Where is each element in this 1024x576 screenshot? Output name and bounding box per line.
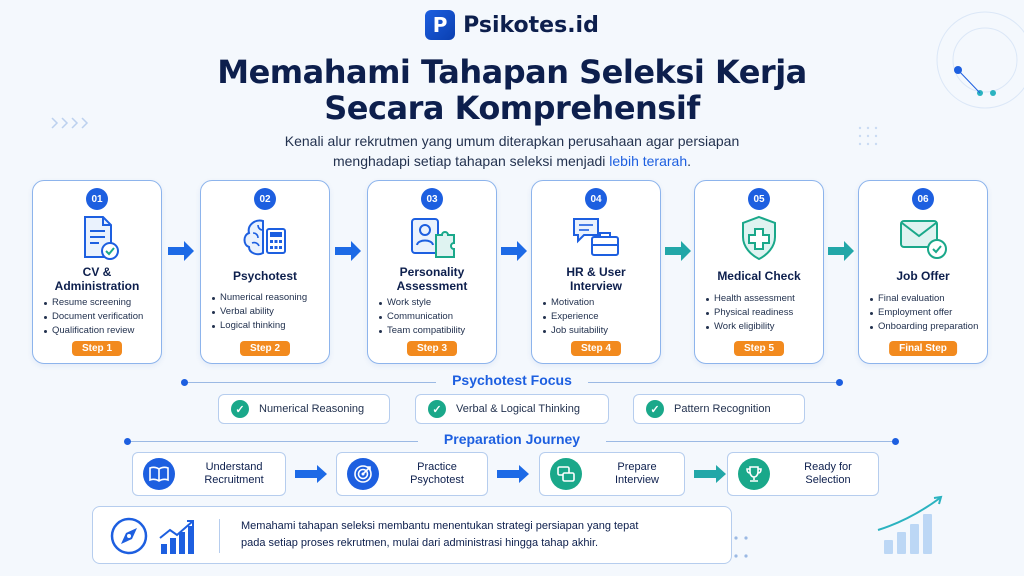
preparation-journey-heading	[0, 431, 1024, 451]
journey-label	[778, 461, 878, 487]
section-title	[0, 372, 1024, 388]
journey-label-line-2: Selection	[805, 474, 851, 486]
step-number: 06	[912, 188, 934, 210]
logo-icon: P	[425, 10, 455, 40]
step-title	[532, 265, 660, 293]
arrow-right-icon	[663, 240, 693, 262]
step-title-line-1: Psychotest	[232, 269, 298, 283]
arrow-right-icon	[333, 240, 363, 262]
step-card-6[interactable]	[858, 180, 988, 364]
step-number: 05	[748, 188, 770, 210]
step-detail: Numerical reasoning	[211, 291, 331, 305]
journey-step-2	[336, 452, 488, 496]
step-detail: Employment offer	[869, 306, 989, 320]
journey-step-4	[727, 452, 879, 496]
step-title-line-1: HR & User	[566, 265, 626, 279]
step-details	[705, 292, 825, 334]
footer-line-2: pada setiap proses rekrutmen, mulai dari administrasi hingga tahap akhir.	[241, 537, 599, 549]
step-details	[378, 296, 498, 338]
page-subtitle	[0, 131, 1024, 171]
recruitment-steps	[0, 180, 1024, 364]
arrow-right-icon	[166, 240, 196, 262]
step-title	[368, 265, 496, 293]
step-detail: Motivation	[542, 296, 662, 310]
brand-logo[interactable]	[0, 10, 1024, 40]
step-card-2[interactable]	[200, 180, 330, 364]
step-detail: Resume screening	[43, 296, 163, 310]
step-badge: Step 4	[571, 341, 621, 356]
footer-line-1: Memahami tahapan seleksi membantu menentukan strategi persiapan yang tepat	[241, 520, 639, 532]
check-icon: ✓	[646, 400, 664, 418]
step-detail: Final evaluation	[869, 292, 989, 306]
journey-label-line-1: Prepare	[617, 461, 657, 473]
step-badge: Final Step	[889, 341, 957, 356]
step-badge: Step 5	[734, 341, 784, 356]
book-icon	[143, 458, 175, 490]
step-detail: Health assessment	[705, 292, 825, 306]
journey-label-line-1: Understand	[205, 461, 263, 473]
step-number: 02	[254, 188, 276, 210]
section-title-text: Psychotest Focus	[444, 372, 580, 388]
brain-calculator-icon	[239, 213, 291, 263]
focus-item	[633, 394, 805, 424]
journey-label	[183, 461, 285, 487]
step-detail: Logical thinking	[211, 319, 331, 333]
step-title-line-2: Interview	[569, 279, 623, 293]
arrow-right-icon	[495, 464, 531, 484]
step-detail: Team compatibility	[378, 324, 498, 338]
chat-briefcase-icon	[570, 213, 622, 263]
step-title-line-2: Assessment	[396, 279, 468, 293]
step-detail: Onboarding preparation	[869, 320, 989, 334]
step-title-line-1: Job Offer	[896, 269, 950, 283]
journey-label-line-1: Ready for	[804, 461, 852, 473]
step-title-line-2: Administration	[54, 279, 140, 293]
step-card-3[interactable]	[367, 180, 497, 364]
psychotest-focus-heading	[0, 372, 1024, 392]
step-badge: Step 1	[72, 341, 122, 356]
focus-item	[218, 394, 390, 424]
subtitle-text: menghadapi setiap tahapan seleksi menjadi	[332, 153, 610, 169]
focus-label: Numerical Reasoning	[259, 403, 365, 415]
section-title	[0, 431, 1024, 447]
step-number: 04	[585, 188, 607, 210]
arrow-right-icon	[826, 240, 856, 262]
step-title	[33, 265, 161, 293]
focus-item	[415, 394, 609, 424]
profile-puzzle-icon	[406, 213, 458, 263]
subtitle-line-1: Kenali alur rekrutmen yang umum diterapkan perusahaan agar persiapan	[284, 133, 740, 149]
footer-text	[241, 518, 711, 552]
subtitle-highlight: lebih terarah	[609, 153, 688, 169]
step-detail: Work eligibility	[705, 320, 825, 334]
step-details	[542, 296, 662, 338]
step-number: 03	[421, 188, 443, 210]
step-title	[695, 269, 823, 283]
focus-label: Pattern Recognition	[674, 403, 771, 415]
check-icon: ✓	[231, 400, 249, 418]
step-detail: Work style	[378, 296, 498, 310]
step-detail: Physical readiness	[705, 306, 825, 320]
step-title-line-1: Personality	[399, 265, 465, 279]
interview-chat-icon	[550, 458, 582, 490]
journey-step-3	[539, 452, 685, 496]
step-number: 01	[86, 188, 108, 210]
step-card-5[interactable]	[694, 180, 824, 364]
growth-chart-icon	[157, 516, 199, 556]
step-detail: Communication	[378, 310, 498, 324]
subtitle-line-2	[0, 151, 1024, 171]
step-details	[869, 292, 989, 334]
step-detail: Experience	[542, 310, 662, 324]
arrow-right-icon	[692, 464, 728, 484]
step-title	[859, 269, 987, 283]
check-icon: ✓	[428, 400, 446, 418]
step-detail: Job suitability	[542, 324, 662, 338]
arrow-right-icon	[293, 464, 329, 484]
document-check-icon	[71, 213, 123, 263]
step-card-1[interactable]	[32, 180, 162, 364]
step-details	[43, 296, 163, 338]
step-detail: Document verification	[43, 310, 163, 324]
focus-label: Verbal & Logical Thinking	[456, 403, 580, 415]
footer-note	[92, 506, 732, 564]
step-title	[201, 269, 329, 283]
divider	[219, 519, 220, 553]
section-title-text: Preparation Journey	[436, 431, 588, 447]
medical-shield-icon	[733, 213, 785, 263]
arrow-right-icon	[499, 240, 529, 262]
step-title-line-1: Medical Check	[717, 269, 801, 283]
mail-check-icon	[897, 213, 949, 263]
journey-label	[387, 461, 487, 487]
compass-icon	[109, 516, 149, 556]
journey-step-1	[132, 452, 286, 496]
journey-label-line-2: Interview	[614, 474, 660, 486]
step-card-4[interactable]	[531, 180, 661, 364]
trophy-icon	[738, 458, 770, 490]
title-line-1: Memahami Tahapan Seleksi Kerja	[217, 53, 807, 91]
journey-label-line-2: Recruitment	[204, 474, 264, 486]
subtitle-end: .	[687, 153, 691, 169]
step-detail: Qualification review	[43, 324, 163, 338]
step-badge: Step 2	[240, 341, 290, 356]
journey-label-line-2: Psychotest	[410, 474, 464, 486]
journey-label-line-1: Practice	[417, 461, 457, 473]
brand-name: Psikotes.id	[463, 12, 599, 38]
step-title-line-1: CV &	[82, 265, 112, 279]
step-details	[211, 291, 331, 333]
page-title	[0, 54, 1024, 126]
journey-label	[590, 461, 684, 487]
step-detail: Verbal ability	[211, 305, 331, 319]
target-icon	[347, 458, 379, 490]
title-line-2: Secara Komprehensif	[324, 89, 700, 127]
step-badge: Step 3	[407, 341, 457, 356]
